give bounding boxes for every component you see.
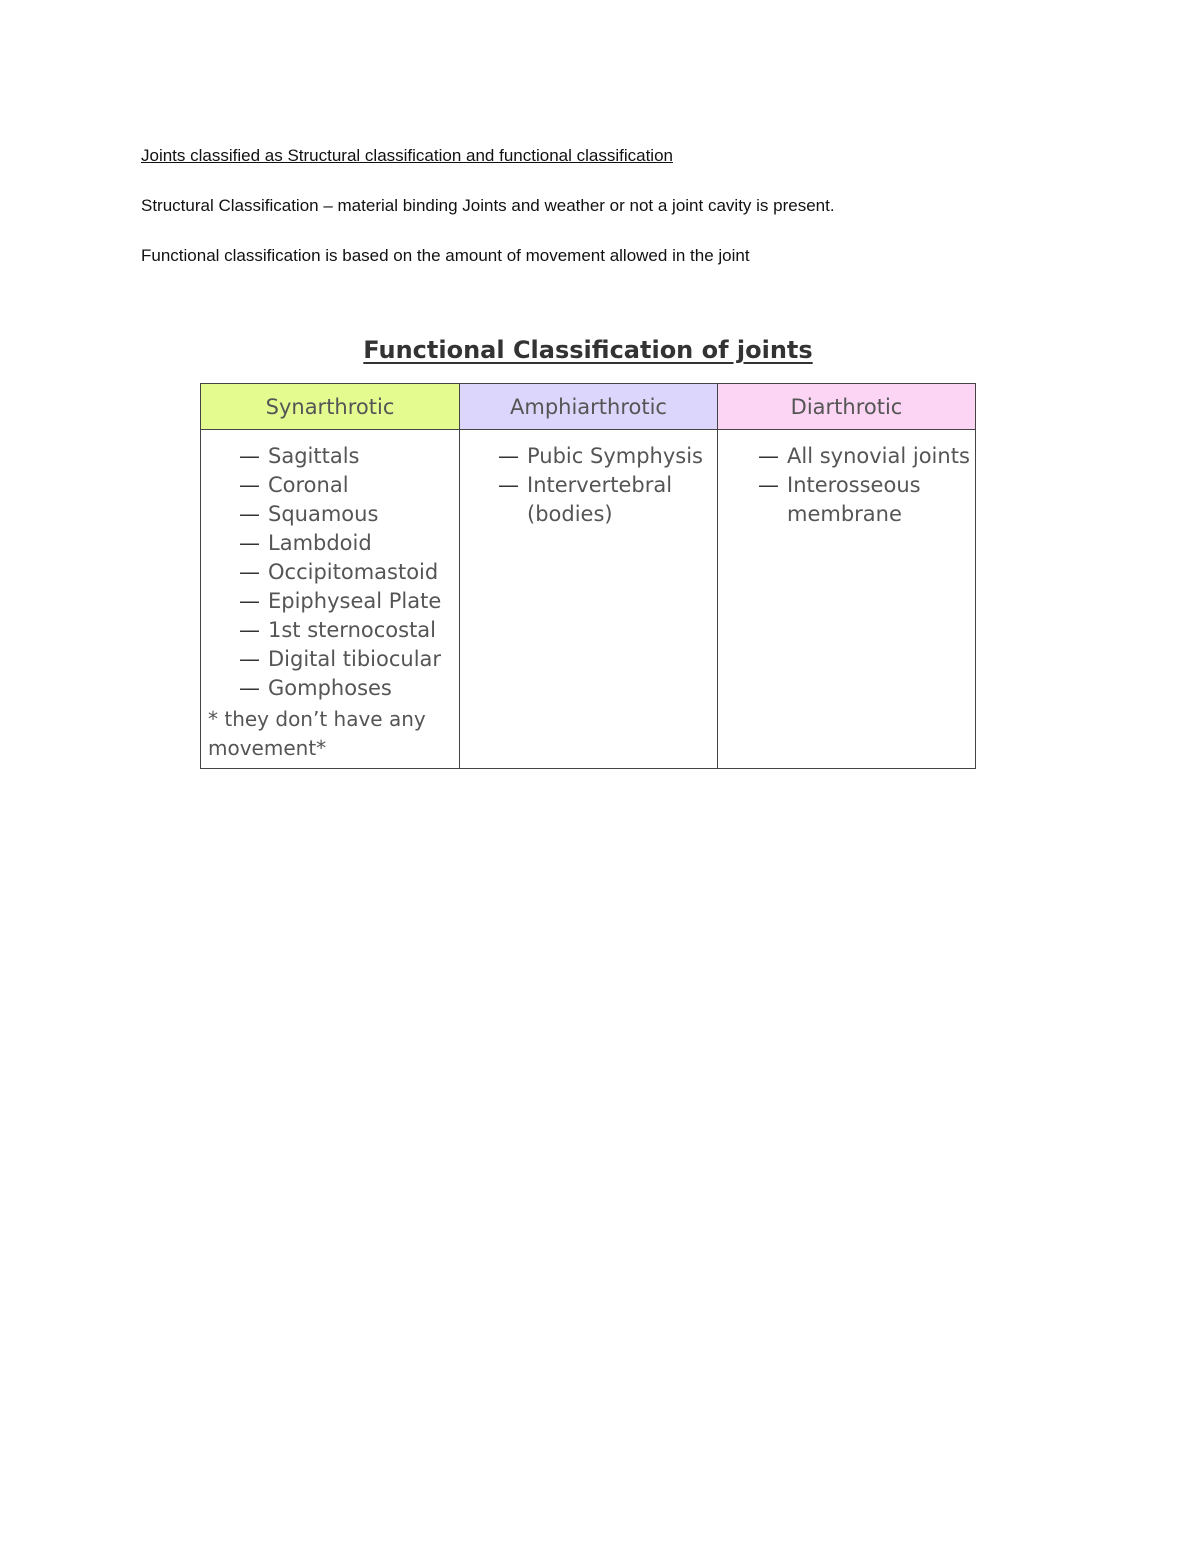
dash-bullet: — [239, 502, 260, 526]
dash-bullet: — [239, 618, 260, 642]
amphiarthrotic-cell [459, 430, 717, 768]
list-item [718, 442, 975, 471]
figure-title: Functional Classification of joints [363, 336, 813, 364]
list-item [460, 442, 717, 471]
functional-classification-text: Functional classification is based on the amount of movement allowed in the joint [141, 246, 750, 265]
dash-bullet: — [239, 589, 260, 613]
item-text: All synovial joints [787, 444, 970, 468]
dash-bullet: — [758, 444, 779, 468]
list-item [201, 674, 459, 703]
list-item [201, 587, 459, 616]
dash-bullet: — [239, 647, 260, 671]
synarthrotic-note: * they don’t have any movement* [208, 707, 426, 760]
item-text: Pubic Symphysis [527, 444, 703, 468]
dash-bullet: — [239, 444, 260, 468]
dash-bullet: — [239, 531, 260, 555]
item-text: 1st sternocostal [268, 618, 436, 642]
item-text: Gomphoses [268, 676, 392, 700]
list-item [201, 616, 459, 645]
dash-bullet: — [239, 473, 260, 497]
structural-classification-text: Structural Classification – material binding Joints and weather or not a joint cavity is present. [141, 196, 835, 215]
dash-bullet: — [239, 560, 260, 584]
dash-bullet: — [758, 473, 779, 497]
header-synarthrotic: Synarthrotic [201, 384, 459, 430]
list-item [201, 500, 459, 529]
item-text: Epiphyseal Plate [268, 589, 442, 613]
joint-classification-table [200, 383, 976, 769]
dash-bullet: — [239, 676, 260, 700]
item-text: Intervertebral (bodies) [527, 473, 673, 526]
header-diarthrotic: Diarthrotic [717, 384, 975, 430]
item-text: Occipitomastoid [268, 560, 439, 584]
item-text: Digital tibiocular [268, 647, 442, 671]
header-amphiarthrotic: Amphiarthrotic [459, 384, 717, 430]
list-item [718, 471, 975, 529]
list-item [201, 529, 459, 558]
list-item [201, 442, 459, 471]
list-item [460, 471, 717, 529]
item-text: Sagittals [268, 444, 360, 468]
list-item [201, 471, 459, 500]
synarthrotic-cell [201, 430, 459, 768]
dash-bullet: — [498, 473, 519, 497]
dash-bullet: — [498, 444, 519, 468]
document-heading: Joints classified as Structural classification and functional classification [141, 146, 673, 165]
item-text: Lambdoid [268, 531, 372, 555]
item-text: Interosseous membrane [787, 473, 921, 526]
item-text: Coronal [268, 473, 349, 497]
item-text: Squamous [268, 502, 379, 526]
list-item [201, 558, 459, 587]
diarthrotic-cell [717, 430, 975, 768]
list-item [201, 645, 459, 674]
